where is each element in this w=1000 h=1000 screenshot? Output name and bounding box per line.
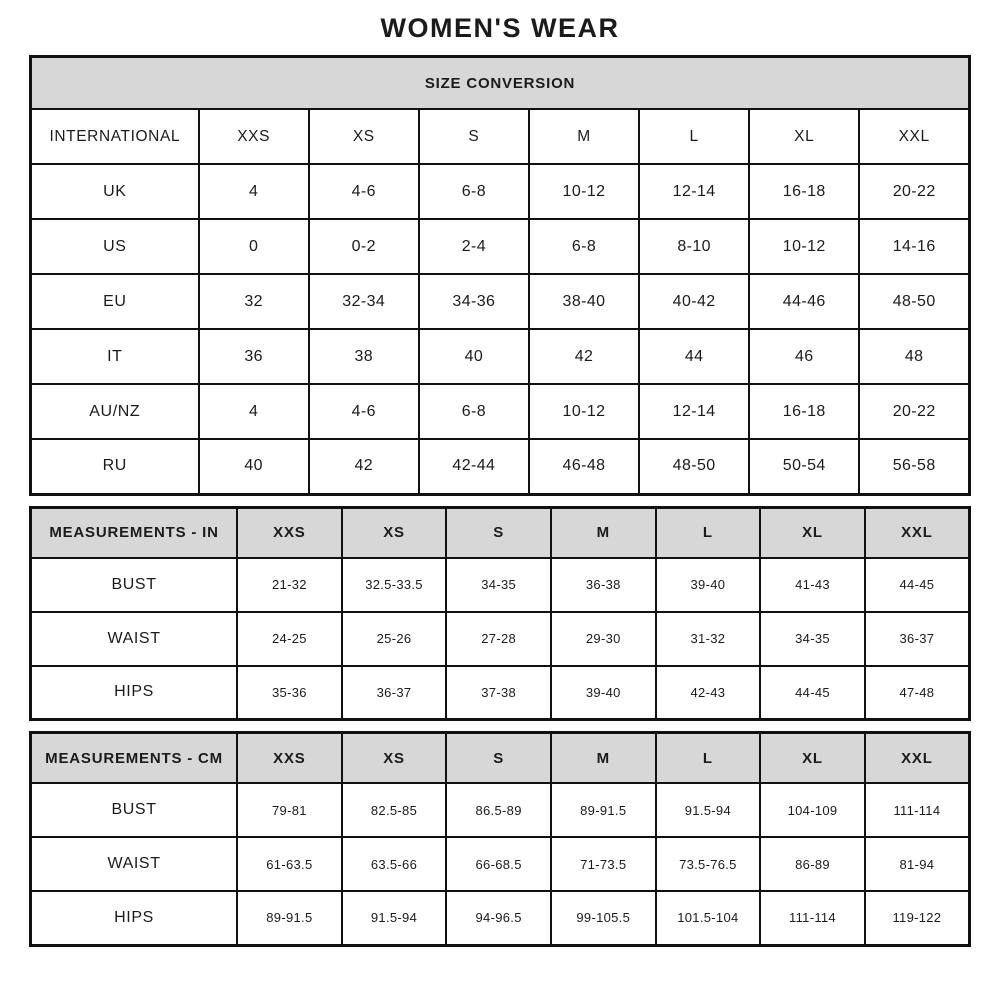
measurements-in-title: MEASUREMENTS - IN — [31, 507, 238, 558]
size-cell: 44 — [639, 329, 749, 384]
measurement-cell: 82.5-85 — [342, 783, 447, 837]
column-header-xxs: XXS — [237, 733, 342, 784]
row-label-eu: EU — [31, 274, 199, 329]
column-header-s: S — [446, 733, 551, 784]
size-cell: 46-48 — [529, 439, 639, 494]
row-label-hips: HIPS — [31, 891, 238, 945]
size-cell: 42 — [529, 329, 639, 384]
column-header-xxl: XXL — [865, 507, 970, 558]
column-header-l: L — [656, 733, 761, 784]
column-header-xxs: XXS — [199, 109, 309, 164]
row-label-bust: BUST — [31, 558, 238, 612]
measurements-in-header-row — [31, 507, 970, 558]
size-cell: 2-4 — [419, 219, 529, 274]
measurement-cell: 36-37 — [342, 666, 447, 720]
measurement-cell: 25-26 — [342, 612, 447, 666]
size-cell: 4 — [199, 384, 309, 439]
measurement-cell: 29-30 — [551, 612, 656, 666]
table-row-aunz — [31, 384, 970, 439]
row-label-hips: HIPS — [31, 666, 238, 720]
column-header-xs: XS — [342, 507, 447, 558]
measurement-cell: 91.5-94 — [656, 783, 761, 837]
size-cell: 10-12 — [529, 384, 639, 439]
table-row-hips-in — [31, 666, 970, 720]
size-cell: 48 — [859, 329, 969, 384]
size-cell: 40 — [419, 329, 529, 384]
measurement-cell: 32.5-33.5 — [342, 558, 447, 612]
measurement-cell: 21-32 — [237, 558, 342, 612]
measurement-cell: 99-105.5 — [551, 891, 656, 945]
size-cell: 42-44 — [419, 439, 529, 494]
table-row-waist-in — [31, 612, 970, 666]
size-cell: 34-36 — [419, 274, 529, 329]
size-cell: 38-40 — [529, 274, 639, 329]
size-conversion-column-header-row — [31, 109, 970, 164]
size-cell: 12-14 — [639, 164, 749, 219]
row-label-aunz: AU/NZ — [31, 384, 199, 439]
table-row-us — [31, 219, 970, 274]
size-cell: 4-6 — [309, 384, 419, 439]
row-label-ru: RU — [31, 439, 199, 494]
size-cell: 0-2 — [309, 219, 419, 274]
size-cell: 4 — [199, 164, 309, 219]
measurement-cell: 39-40 — [656, 558, 761, 612]
row-label-uk: UK — [31, 164, 199, 219]
measurement-cell: 71-73.5 — [551, 837, 656, 891]
size-cell: 6-8 — [419, 384, 529, 439]
measurement-cell: 89-91.5 — [237, 891, 342, 945]
table-row-hips-cm — [31, 891, 970, 945]
measurement-cell: 111-114 — [865, 783, 970, 837]
measurement-cell: 39-40 — [551, 666, 656, 720]
measurement-cell: 81-94 — [865, 837, 970, 891]
size-cell: 16-18 — [749, 384, 859, 439]
measurement-cell: 42-43 — [656, 666, 761, 720]
size-cell: 48-50 — [639, 439, 749, 494]
size-cell: 40 — [199, 439, 309, 494]
size-cell: 6-8 — [419, 164, 529, 219]
size-cell: 46 — [749, 329, 859, 384]
measurement-cell: 66-68.5 — [446, 837, 551, 891]
size-cell: 56-58 — [859, 439, 969, 494]
column-header-l: L — [656, 507, 761, 558]
table-row-bust-in — [31, 558, 970, 612]
table-row-bust-cm — [31, 783, 970, 837]
size-cell: 50-54 — [749, 439, 859, 494]
size-cell: 44-46 — [749, 274, 859, 329]
measurement-cell: 34-35 — [760, 612, 865, 666]
size-cell: 20-22 — [859, 384, 969, 439]
measurement-cell: 44-45 — [760, 666, 865, 720]
size-cell: 32 — [199, 274, 309, 329]
measurement-cell: 91.5-94 — [342, 891, 447, 945]
measurement-cell: 86.5-89 — [446, 783, 551, 837]
column-header-xl: XL — [749, 109, 859, 164]
size-cell: 38 — [309, 329, 419, 384]
measurement-cell: 94-96.5 — [446, 891, 551, 945]
size-cell: 32-34 — [309, 274, 419, 329]
size-cell: 4-6 — [309, 164, 419, 219]
column-header-xs: XS — [309, 109, 419, 164]
measurement-cell: 36-38 — [551, 558, 656, 612]
measurement-cell: 119-122 — [865, 891, 970, 945]
size-cell: 42 — [309, 439, 419, 494]
measurement-cell: 36-37 — [865, 612, 970, 666]
column-header-s: S — [446, 507, 551, 558]
measurement-cell: 86-89 — [760, 837, 865, 891]
table-row-ru — [31, 439, 970, 494]
measurement-cell: 111-114 — [760, 891, 865, 945]
column-header-xxs: XXS — [237, 507, 342, 558]
measurement-cell: 34-35 — [446, 558, 551, 612]
size-cell: 10-12 — [749, 219, 859, 274]
measurement-cell: 24-25 — [237, 612, 342, 666]
measurement-cell: 89-91.5 — [551, 783, 656, 837]
table-row-waist-cm — [31, 837, 970, 891]
size-cell: 6-8 — [529, 219, 639, 274]
column-header-international: INTERNATIONAL — [31, 109, 199, 164]
row-label-waist: WAIST — [31, 612, 238, 666]
measurements-cm-title: MEASUREMENTS - CM — [31, 733, 238, 784]
column-header-m: M — [529, 109, 639, 164]
table-row-uk — [31, 164, 970, 219]
size-conversion-table — [29, 55, 971, 496]
size-cell: 14-16 — [859, 219, 969, 274]
column-header-m: M — [551, 733, 656, 784]
size-cell: 12-14 — [639, 384, 749, 439]
column-header-s: S — [419, 109, 529, 164]
column-header-xxl: XXL — [859, 109, 969, 164]
column-header-l: L — [639, 109, 749, 164]
size-cell: 40-42 — [639, 274, 749, 329]
row-label-us: US — [31, 219, 199, 274]
measurement-cell: 63.5-66 — [342, 837, 447, 891]
row-label-bust: BUST — [31, 783, 238, 837]
measurement-cell: 79-81 — [237, 783, 342, 837]
measurements-in-table — [29, 506, 971, 722]
table-row-it — [31, 329, 970, 384]
size-cell: 8-10 — [639, 219, 749, 274]
size-cell: 48-50 — [859, 274, 969, 329]
measurement-cell: 104-109 — [760, 783, 865, 837]
table-row-eu — [31, 274, 970, 329]
measurements-cm-table — [29, 731, 971, 947]
measurement-cell: 41-43 — [760, 558, 865, 612]
column-header-xxl: XXL — [865, 733, 970, 784]
size-cell: 10-12 — [529, 164, 639, 219]
column-header-m: M — [551, 507, 656, 558]
measurement-cell: 101.5-104 — [656, 891, 761, 945]
measurement-cell: 27-28 — [446, 612, 551, 666]
row-label-it: IT — [31, 329, 199, 384]
column-header-xs: XS — [342, 733, 447, 784]
size-conversion-banner-row — [31, 57, 970, 110]
measurement-cell: 35-36 — [237, 666, 342, 720]
page-title: WOMEN'S WEAR — [380, 13, 620, 43]
measurements-cm-header-row — [31, 733, 970, 784]
measurement-cell: 31-32 — [656, 612, 761, 666]
measurement-cell: 73.5-76.5 — [656, 837, 761, 891]
measurement-cell: 44-45 — [865, 558, 970, 612]
size-cell: 36 — [199, 329, 309, 384]
column-header-xl: XL — [760, 507, 865, 558]
measurement-cell: 61-63.5 — [237, 837, 342, 891]
row-label-waist: WAIST — [31, 837, 238, 891]
size-cell: 0 — [199, 219, 309, 274]
column-header-xl: XL — [760, 733, 865, 784]
size-conversion-title: SIZE CONVERSION — [31, 57, 970, 110]
measurement-cell: 47-48 — [865, 666, 970, 720]
size-cell: 20-22 — [859, 164, 969, 219]
measurement-cell: 37-38 — [446, 666, 551, 720]
size-cell: 16-18 — [749, 164, 859, 219]
